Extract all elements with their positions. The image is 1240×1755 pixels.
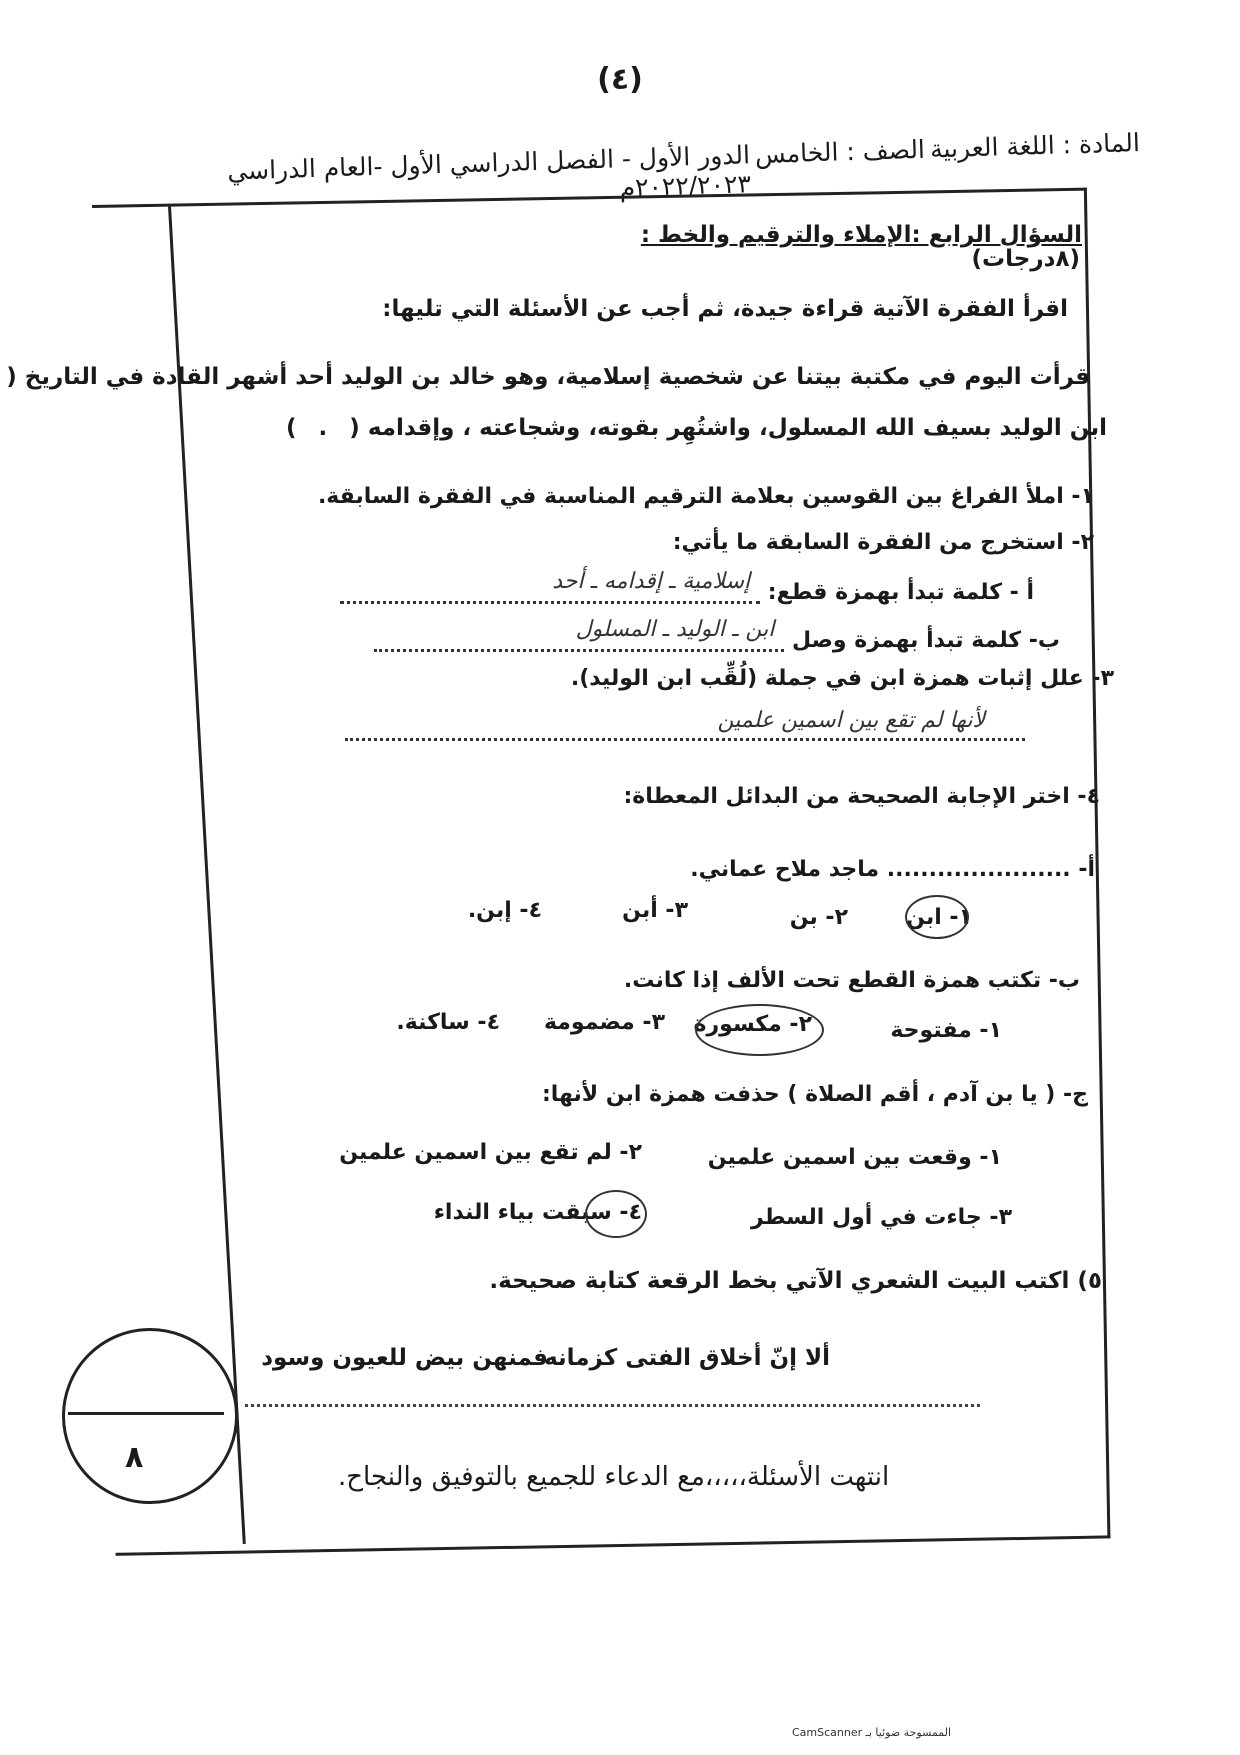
item-4a-question: أ- ...................... ماجد ملاح عماني. bbox=[690, 857, 1095, 882]
item-4-choose: ٤- اختر الإجابة الصحيحة من البدائل المعطاة: bbox=[623, 784, 1100, 809]
grade-label: الصف : الخامس bbox=[754, 134, 926, 170]
item-5-calligraphy: ٥) اكتب البيت الشعري الآتي بخط الرقعة كتابة صحيحة. bbox=[489, 1268, 1102, 1294]
item-4c-option-1[interactable]: ١- وقعت بين اسمين علمين bbox=[707, 1145, 1002, 1170]
item-2a-label: أ - كلمة تبدأ بهمزة قطع: bbox=[767, 580, 1034, 605]
score-value: ٨ bbox=[125, 1440, 144, 1475]
paragraph-line-1 bbox=[0, 364, 1090, 390]
item-4b-option-1[interactable]: ١- مفتوحة bbox=[890, 1018, 1002, 1043]
item-3-reason: ٣- علل إثبات همزة ابن في جملة (لُقِّب ابن الوليد). bbox=[570, 666, 1114, 691]
item-2a-row bbox=[340, 568, 1034, 605]
item-4b-question: ب- تكتب همزة القطع تحت الألف إذا كانت. bbox=[623, 968, 1080, 993]
item-4a-selected-circle bbox=[905, 895, 969, 939]
item-3-handwritten-answer: لأنها لم تقع بين اسمين علمين bbox=[717, 708, 985, 733]
question-marks: (٨درجات) bbox=[971, 246, 1080, 272]
calligraphy-answer-line[interactable] bbox=[245, 1404, 980, 1407]
item-4c-question: ج- ( يا بن آدم ، أقم الصلاة ) حذفت همزة ابن لأنها: bbox=[541, 1082, 1088, 1107]
item-4a-option-1[interactable]: ١- ابن bbox=[906, 905, 972, 930]
item-4a-option-3[interactable]: ٣- أبن bbox=[622, 898, 688, 923]
item-4c-option-4[interactable]: ٤- سبقت بياء النداء bbox=[433, 1200, 642, 1225]
page-number: (٤) bbox=[597, 62, 643, 97]
question-title: السؤال الرابع :الإملاء والترقيم والخط : bbox=[640, 222, 1082, 248]
item-2b-row bbox=[374, 616, 1060, 653]
verse-first-hemistich: ألا إنّ أخلاق الفتى كزمانه bbox=[544, 1345, 830, 1371]
item-2a-answer-line[interactable] bbox=[340, 568, 760, 604]
item-4b-option-3[interactable]: ٣- مضمومة bbox=[543, 1010, 665, 1035]
item-1-punctuation: ١- املأ الفراغ بين القوسين بعلامة الترقيم المناسبة في الفقرة السابقة. bbox=[317, 484, 1094, 509]
paragraph-blank-2[interactable]: . bbox=[318, 415, 328, 441]
term-label: الدور الأول - الفصل الدراسي الأول -العام الدراسي ٢٠٢٢/٢٠٢٣م bbox=[226, 140, 752, 203]
closing-note: انتهت الأسئلة،،،،،مع الدعاء للجميع بالتوفيق والنجاح. bbox=[338, 1462, 890, 1492]
reading-instruction: اقرأ الفقرة الآتية قراءة جيدة، ثم أجب عن الأسئلة التي تليها: bbox=[382, 296, 1068, 322]
item-4b-selected-circle bbox=[695, 1004, 824, 1056]
item-4c-option-2[interactable]: ٢- لم تقع بين اسمين علمين bbox=[339, 1140, 642, 1165]
item-4c-option-3[interactable]: ٣- جاءت في أول السطر bbox=[751, 1205, 1012, 1230]
verse-second-hemistich: فمنهن بيض للعيون وسود bbox=[261, 1345, 548, 1371]
item-2b-handwritten-answer: ابن ـ الوليد ـ المسلول bbox=[575, 616, 775, 642]
score-circle-divider bbox=[68, 1412, 224, 1415]
camscanner-watermark: الممسوحة ضوئيا بـ CamScanner bbox=[792, 1726, 952, 1739]
item-2-extract: ٢- استخرج من الفقرة السابقة ما يأتي: bbox=[672, 530, 1094, 555]
paragraph-line-1-text: قرأت اليوم في مكتبة بيتنا عن شخصية إسلامية، وهو خالد بن الوليد أحد أشهر القادة في التاريخ ( bbox=[6, 364, 1090, 390]
paragraph-line-2-end: ) bbox=[286, 415, 297, 441]
item-2a-handwritten-answer: إسلامية ـ إقدامه ـ أحد bbox=[552, 568, 751, 594]
paragraph-line-2-text: ابن الوليد بسيف الله المسلول، واشتُهِر بقوته، وشجاعته ، وإقدامه ( bbox=[349, 415, 1107, 441]
subject-label: المادة : اللغة العربية bbox=[929, 128, 1141, 164]
item-3-answer-line[interactable] bbox=[345, 738, 1025, 741]
item-4a-option-4[interactable]: ٤- إبن. bbox=[467, 898, 542, 923]
item-2b-label: ب- كلمة تبدأ بهمزة وصل bbox=[791, 628, 1060, 653]
item-4c-selected-circle bbox=[585, 1190, 647, 1238]
item-4a-option-2[interactable]: ٢- بن bbox=[789, 905, 848, 930]
score-circle bbox=[62, 1328, 238, 1504]
item-4b-option-4[interactable]: ٤- ساكنة. bbox=[396, 1010, 500, 1035]
item-4b-option-2[interactable]: ٢- مكسورة bbox=[693, 1012, 812, 1037]
paragraph-line-2 bbox=[286, 415, 1107, 441]
item-2b-answer-line[interactable] bbox=[374, 616, 784, 652]
